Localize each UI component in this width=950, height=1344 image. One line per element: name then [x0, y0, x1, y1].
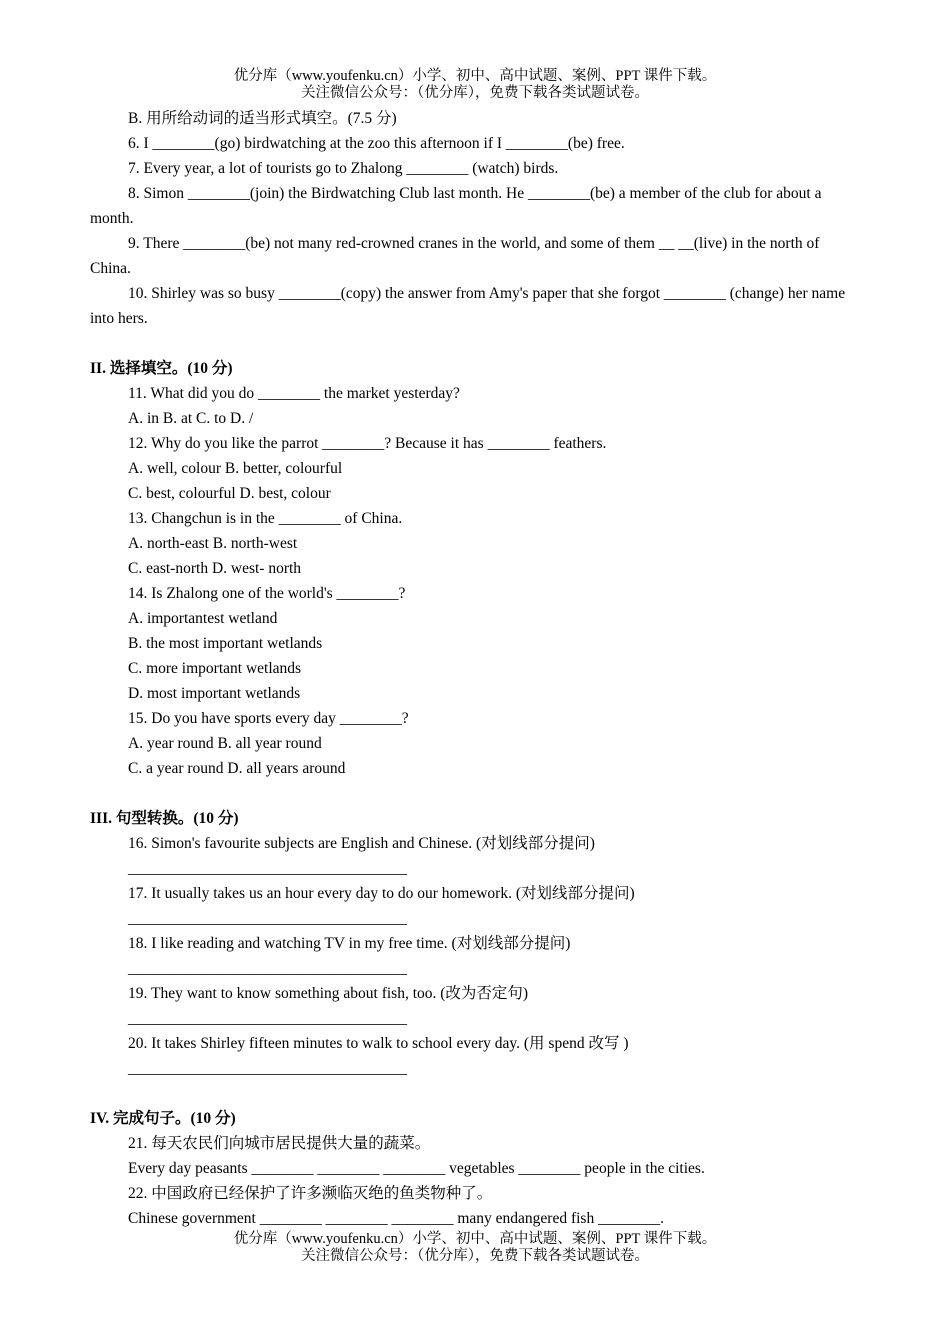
answer-line-20[interactable]: ____________________________________	[128, 1060, 407, 1077]
question-19: 19. They want to know something about fish, too. (改为否定句)	[128, 985, 529, 1002]
question-13-options-1: A. north-east B. north-west	[128, 535, 298, 552]
section-4-title: IV. 完成句子。(10 分)	[90, 1110, 236, 1127]
question-6: 6. I ________(go) birdwatching at the zoo this afternoon if I ________(be) free.	[128, 135, 625, 152]
question-12-options-1: A. well, colour B. better, colourful	[128, 460, 343, 477]
question-13-options-2: C. east-north D. west- north	[128, 560, 302, 577]
question-21-english: Every day peasants ________ ________ ________ vegetables ________ people in the cities.	[128, 1160, 705, 1177]
question-14: 14. Is Zhalong one of the world's ________?	[128, 585, 406, 602]
footer-line-1: 优分库（www.youfenku.cn）小学、初中、高中试题、案例、PPT 课件下载。	[233, 1231, 717, 1247]
question-20: 20. It takes Shirley fifteen minutes to walk to school every day. (用 spend 改写 )	[128, 1035, 629, 1052]
question-14-option-c: C. more important wetlands	[128, 660, 302, 677]
section-b-title: B. 用所给动词的适当形式填空。(7.5 分)	[128, 110, 397, 127]
answer-line-17[interactable]: ____________________________________	[128, 910, 407, 927]
question-17: 17. It usually takes us an hour every day to do our homework. (对划线部分提问)	[128, 885, 635, 902]
question-14-option-a: A. importantest wetland	[128, 610, 278, 627]
question-13: 13. Changchun is in the ________ of China.	[128, 510, 403, 527]
question-12-options-2: C. best, colourful D. best, colour	[128, 485, 331, 502]
section-3-title: III. 句型转换。(10 分)	[90, 810, 239, 827]
question-22-english: Chinese government ________ ________ ________ many endangered fish ________.	[128, 1210, 664, 1227]
question-14-option-d: D. most important wetlands	[128, 685, 301, 702]
answer-line-16[interactable]: ____________________________________	[128, 860, 407, 877]
question-16: 16. Simon's favourite subjects are English and Chinese. (对划线部分提问)	[128, 835, 595, 852]
question-9: 9. There ________(be) not many red-crowned cranes in the world, and some of them __ __(live) in the north of China.	[90, 235, 820, 277]
question-15: 15. Do you have sports every day ________?	[128, 710, 409, 727]
page-footer	[0, 1231, 950, 1265]
question-15-options-2: C. a year round D. all years around	[128, 760, 346, 777]
question-21: 21. 每天农民们向城市居民提供大量的蔬菜。	[128, 1135, 431, 1152]
header-line-1: 优分库（www.youfenku.cn）小学、初中、高中试题、案例、PPT 课件下载。	[233, 68, 717, 84]
question-22: 22. 中国政府已经保护了许多濒临灭绝的鱼类物种了。	[128, 1185, 493, 1202]
answer-line-19[interactable]: ____________________________________	[128, 1010, 407, 1027]
document-body	[90, 106, 862, 1231]
section-2-title: II. 选择填空。(10 分)	[90, 360, 233, 377]
question-14-option-b: B. the most important wetlands	[128, 635, 323, 652]
question-11: 11. What did you do ________ the market yesterday?	[128, 385, 460, 402]
question-7: 7. Every year, a lot of tourists go to Zhalong ________ (watch) birds.	[128, 160, 559, 177]
question-15-options-1: A. year round B. all year round	[128, 735, 322, 752]
question-8: 8. Simon ________(join) the Birdwatching Club last month. He ________(be) a member of the club for about a month.	[90, 185, 822, 227]
footer-line-2: 关注微信公众号：（优分库），免费下载各类试题试卷。	[301, 1248, 649, 1264]
question-10: 10. Shirley was so busy ________(copy) the answer from Amy's paper that she forgot ________ (change) her name into hers.	[90, 285, 846, 327]
answer-line-18[interactable]: ____________________________________	[128, 960, 407, 977]
question-18: 18. I like reading and watching TV in my free time. (对划线部分提问)	[128, 935, 571, 952]
question-12: 12. Why do you like the parrot ________? Because it has ________ feathers.	[128, 435, 607, 452]
page-header	[0, 68, 950, 102]
question-11-options: A. in B. at C. to D. /	[128, 410, 254, 427]
header-line-2: 关注微信公众号：（优分库），免费下载各类试题试卷。	[301, 85, 649, 101]
